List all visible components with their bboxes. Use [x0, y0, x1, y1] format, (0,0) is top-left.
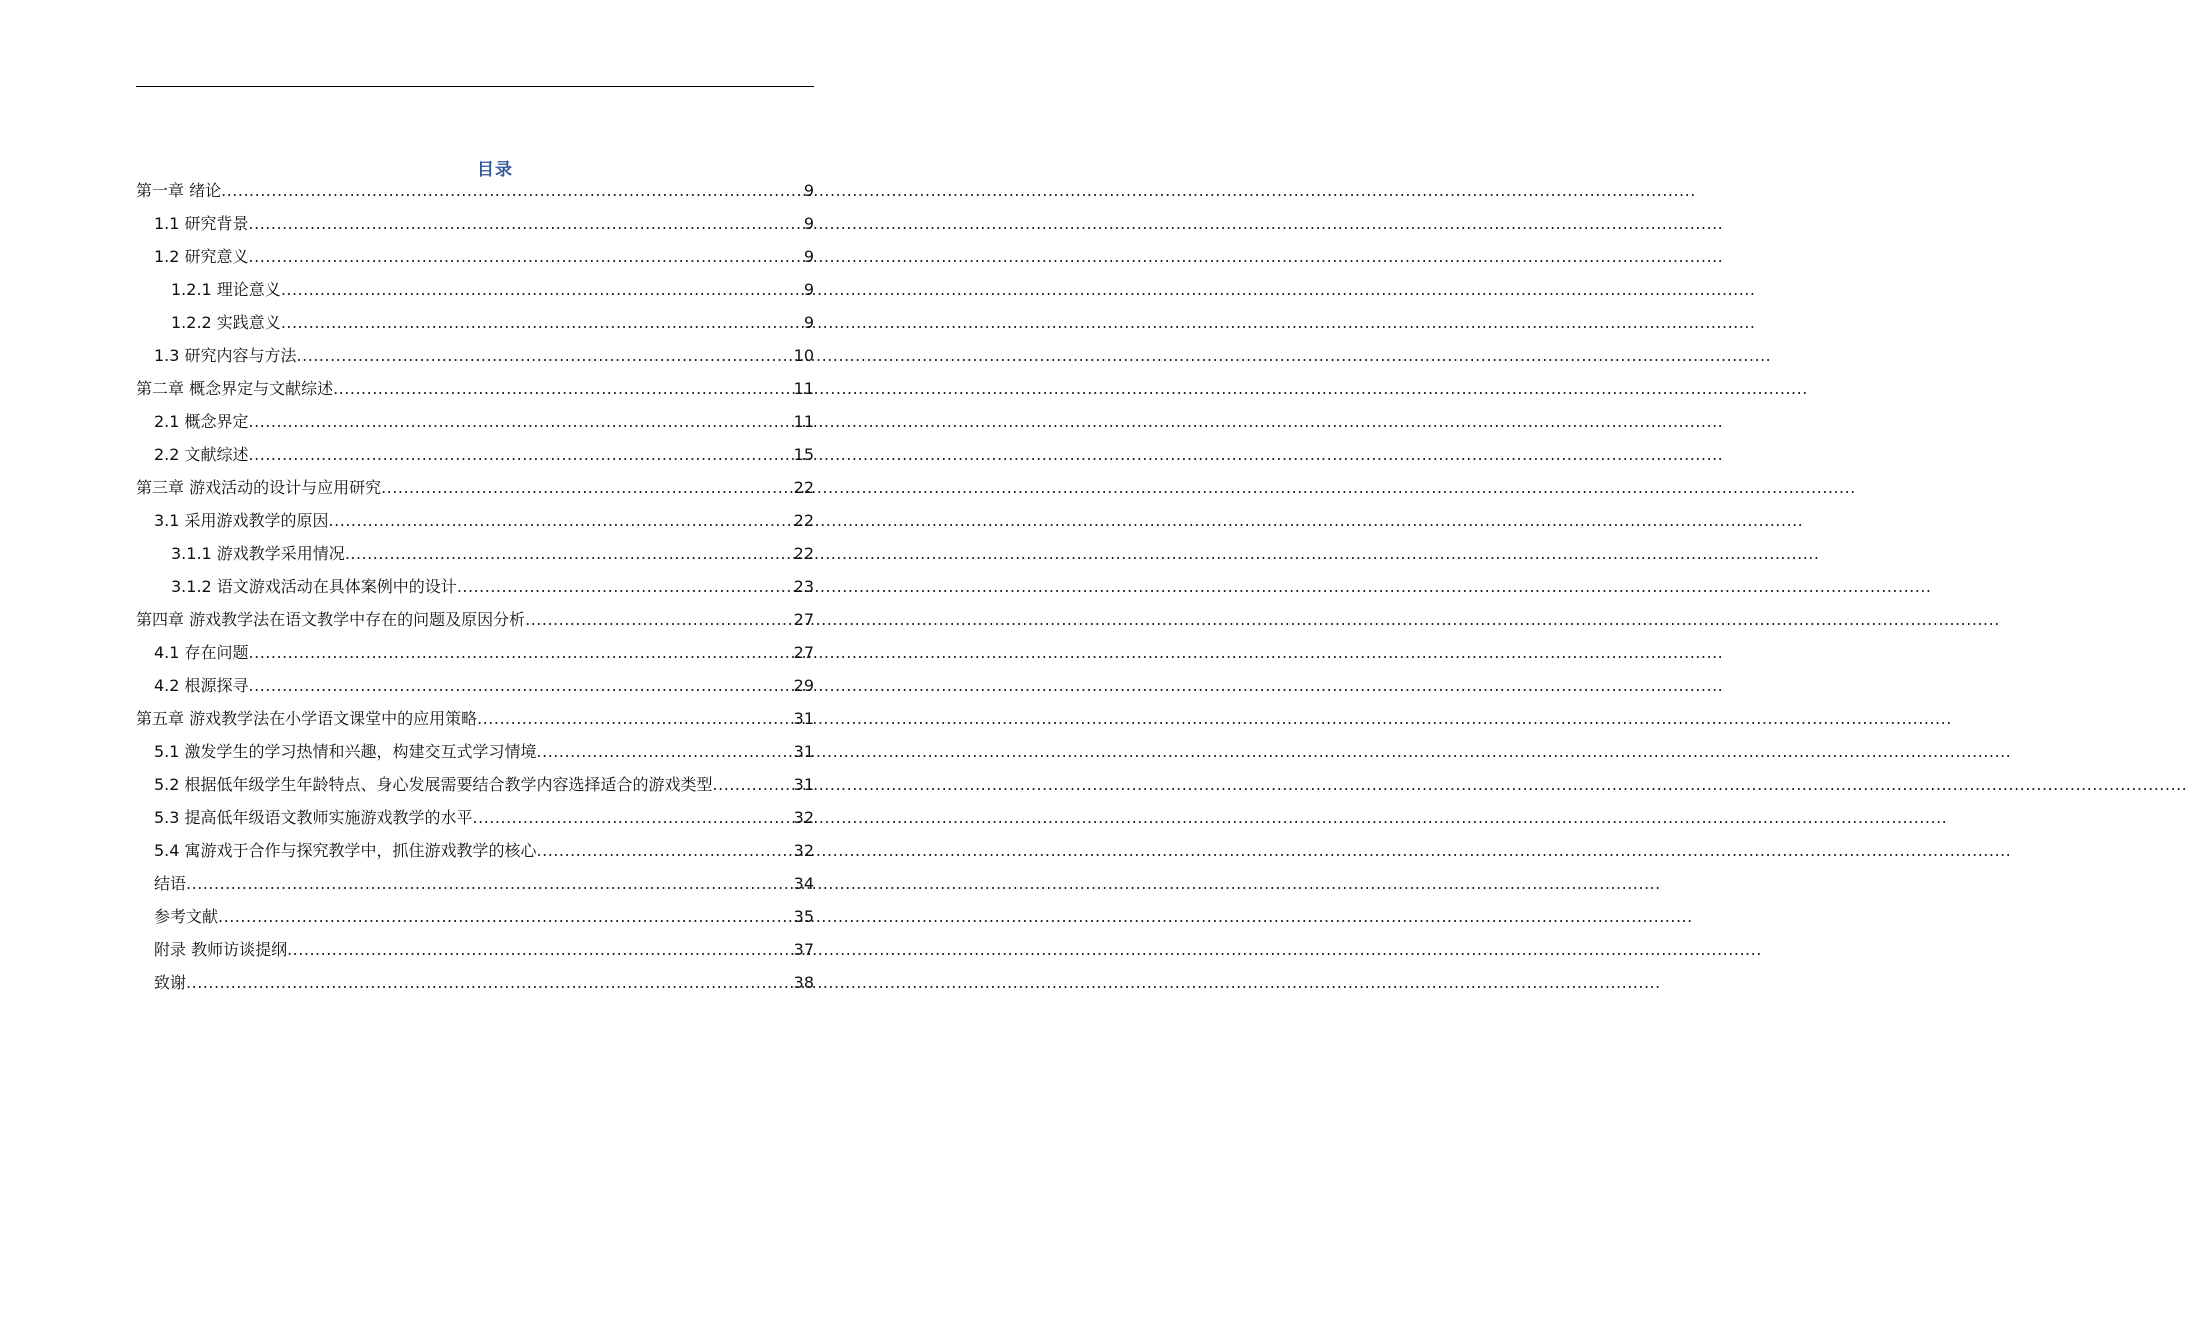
- toc-page-number: 11: [793, 379, 814, 398]
- dot-leader: [249, 207, 802, 240]
- dot-leader: [186, 966, 792, 999]
- dot-leader: [297, 339, 792, 372]
- dot-leader: [186, 867, 792, 900]
- toc-page-number: 32: [793, 841, 814, 860]
- dot-leader: [249, 636, 792, 669]
- toc-entry-label: 5.1 激发学生的学习热情和兴趣，构建交互式学习情境: [154, 742, 537, 761]
- dot-leader: [281, 306, 802, 339]
- toc-entry[interactable]: [136, 801, 814, 834]
- toc-entry-label: 第一章 绪论: [136, 181, 222, 200]
- toc-entry[interactable]: [136, 636, 814, 669]
- toc-page-number: 9: [803, 313, 814, 332]
- dot-leader: [537, 834, 792, 867]
- dot-leader: [457, 570, 792, 603]
- dot-leader: [713, 768, 792, 801]
- dot-leader: [287, 933, 792, 966]
- toc-page-number: 11: [793, 412, 814, 431]
- toc-entry[interactable]: [136, 900, 814, 933]
- toc-entry[interactable]: [136, 504, 814, 537]
- toc-page-number: 22: [793, 478, 814, 497]
- toc-title: 目录: [477, 160, 513, 180]
- toc-page-number: 22: [793, 511, 814, 530]
- toc-page-number: 22: [793, 544, 814, 563]
- toc-entry[interactable]: [136, 438, 814, 471]
- dot-leader: [329, 504, 792, 537]
- toc-entry-label: 致谢: [154, 973, 187, 992]
- toc-page-number: 9: [803, 214, 814, 233]
- toc-entry-label: 4.2 根源探寻: [154, 676, 249, 695]
- toc-entry-label: 4.1 存在问题: [154, 643, 249, 662]
- toc-entry-label: 第四章 游戏教学法在语文教学中存在的问题及原因分析: [136, 610, 526, 629]
- toc-entry-label: 1.3 研究内容与方法: [154, 346, 297, 365]
- dot-leader: [477, 702, 792, 735]
- toc-page-number: 23: [793, 577, 814, 596]
- toc-page-number: 10: [793, 346, 814, 365]
- toc-entry-label: 1.2.1 理论意义: [171, 280, 281, 299]
- toc-entry[interactable]: [136, 537, 814, 570]
- toc-entry[interactable]: [136, 207, 814, 240]
- dot-leader: [537, 735, 792, 768]
- toc-page-number: 29: [793, 676, 814, 695]
- toc-entry[interactable]: [136, 669, 814, 702]
- toc-entry-label: 第二章 概念界定与文献综述: [136, 379, 334, 398]
- toc-entry-label: 3.1.2 语文游戏活动在具体案例中的设计: [171, 577, 457, 596]
- dot-leader: [218, 900, 792, 933]
- toc-entry[interactable]: [136, 933, 814, 966]
- dot-leader: [249, 438, 792, 471]
- toc-page-number: 27: [793, 643, 814, 662]
- toc-entry[interactable]: [136, 372, 814, 405]
- toc-entry-label: 第五章 游戏教学法在小学语文课堂中的应用策略: [136, 709, 478, 728]
- toc-entry-label: 2.1 概念界定: [154, 412, 249, 431]
- toc-entry-label: 1.2.2 实践意义: [171, 313, 281, 332]
- dot-leader: [221, 174, 802, 207]
- toc-entry[interactable]: [136, 768, 814, 801]
- toc-entry-label: 2.2 文献综述: [154, 445, 249, 464]
- dot-leader: [473, 801, 792, 834]
- toc-page-number: 9: [803, 280, 814, 299]
- toc-page-number: 31: [793, 709, 814, 728]
- toc-page-number: 32: [793, 808, 814, 827]
- toc-entry[interactable]: [136, 603, 814, 636]
- toc-entry-label: 1.2 研究意义: [154, 247, 249, 266]
- toc-page-number: 34: [793, 874, 814, 893]
- toc-entry[interactable]: [136, 834, 814, 867]
- toc-entry[interactable]: [136, 702, 814, 735]
- toc-entry-label: 5.3 提高低年级语文教师实施游戏教学的水平: [154, 808, 473, 827]
- toc-entry-label: 1.1 研究背景: [154, 214, 249, 233]
- toc-entry-label: 5.2 根据低年级学生年龄特点、身心发展需要结合教学内容选择适合的游戏类型: [154, 775, 713, 794]
- toc-page-number: 9: [803, 181, 814, 200]
- dot-leader: [345, 537, 792, 570]
- dot-leader: [281, 273, 802, 306]
- toc-page-number: 31: [793, 775, 814, 794]
- toc-entry[interactable]: [136, 306, 814, 339]
- toc-page-number: 27: [793, 610, 814, 629]
- toc-page-number: 38: [793, 973, 814, 992]
- toc-page-number: 9: [803, 247, 814, 266]
- toc-page-number: 15: [793, 445, 814, 464]
- toc-entry[interactable]: [136, 867, 814, 900]
- toc-page-number: 35: [793, 907, 814, 926]
- toc-entry-label: 附录 教师访谈提纲: [154, 940, 288, 959]
- toc-entry[interactable]: [136, 240, 814, 273]
- toc-entry-label: 第三章 游戏活动的设计与应用研究: [136, 478, 382, 497]
- dot-leader: [249, 405, 792, 438]
- toc-entry-label: 3.1.1 游戏教学采用情况: [171, 544, 345, 563]
- toc-entry-label: 参考文献: [154, 907, 219, 926]
- dot-leader: [249, 669, 792, 702]
- toc-page-number: 37: [793, 940, 814, 959]
- toc-entry[interactable]: [136, 966, 814, 999]
- table-of-contents: [136, 174, 814, 999]
- dot-leader: [249, 240, 802, 273]
- toc-entry[interactable]: [136, 273, 814, 306]
- toc-entry[interactable]: [136, 339, 814, 372]
- dot-leader: [525, 603, 792, 636]
- toc-entry-label: 3.1 采用游戏教学的原因: [154, 511, 329, 530]
- toc-entry[interactable]: [136, 405, 814, 438]
- toc-entry-label: 结语: [154, 874, 187, 893]
- toc-entry-label: 5.4 寓游戏于合作与探究教学中，抓住游戏教学的核心: [154, 841, 537, 860]
- dot-leader: [333, 372, 792, 405]
- toc-entry[interactable]: [136, 735, 814, 768]
- toc-entry[interactable]: [136, 174, 814, 207]
- header-rule: [136, 86, 814, 87]
- dot-leader: [381, 471, 792, 504]
- toc-entry[interactable]: [136, 570, 814, 603]
- toc-entry[interactable]: [136, 471, 814, 504]
- toc-page-number: 31: [793, 742, 814, 761]
